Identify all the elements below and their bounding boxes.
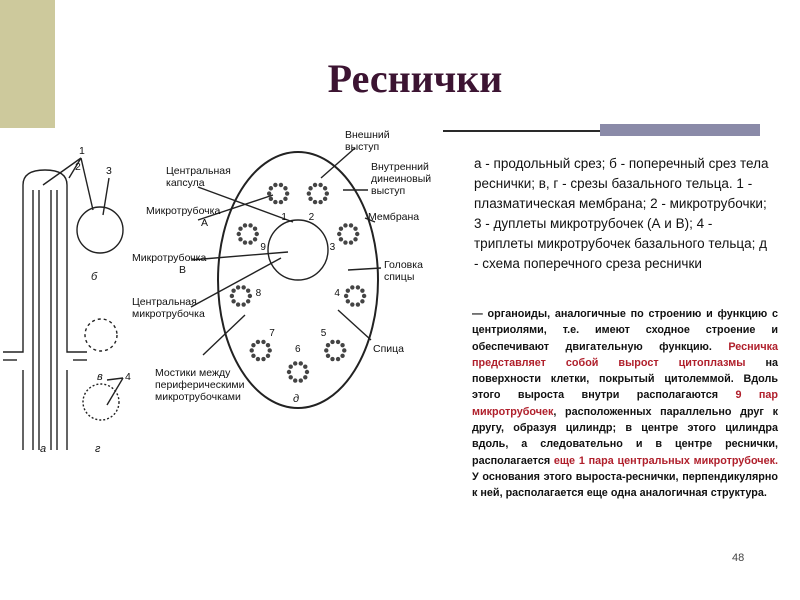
microtubule-dot bbox=[350, 285, 354, 289]
microtubule-dot bbox=[346, 288, 350, 292]
microtubule-dot bbox=[236, 285, 240, 289]
label-4: 4 bbox=[125, 371, 131, 383]
microtubule-dot bbox=[256, 357, 260, 361]
label-spoke-head-2: спицы bbox=[384, 271, 415, 283]
microtubule-dot bbox=[283, 186, 287, 190]
microtubule-dot bbox=[246, 288, 250, 292]
microtubule-dot bbox=[261, 340, 265, 344]
label-pointer bbox=[203, 315, 245, 355]
title-divider-accent bbox=[600, 124, 760, 136]
microtubule-dot bbox=[246, 299, 250, 303]
microtubule-dot bbox=[330, 357, 334, 361]
microtubule-dot bbox=[362, 294, 366, 298]
microtubule-dot bbox=[339, 227, 343, 231]
panel-label-a: а bbox=[40, 443, 47, 455]
cilia-figure bbox=[3, 130, 443, 460]
microtubule-dot bbox=[248, 240, 252, 244]
microtubule-dot bbox=[324, 348, 328, 352]
basal-section-g bbox=[83, 384, 119, 420]
microtubule-dot bbox=[289, 365, 293, 369]
label-spoke-head-1: Головка bbox=[384, 259, 423, 271]
body-segment: на поверхности клетки, покрытый цитолеммой. Вдоль этого выроста внутри располагаются bbox=[472, 356, 778, 402]
label-outer-arm-2: выступ bbox=[345, 141, 380, 153]
microtubule-dot bbox=[287, 370, 291, 374]
doublet-number: 3 bbox=[329, 242, 336, 253]
microtubule-dot bbox=[273, 183, 277, 187]
microtubule-dot bbox=[283, 197, 287, 201]
label-microtubule-b-1: Микротрубочка bbox=[132, 252, 207, 264]
microtubule-dot bbox=[340, 343, 344, 347]
microtubule-dot bbox=[330, 340, 334, 344]
label-central-capsule-2: капсула bbox=[166, 177, 205, 189]
doublet-number: 5 bbox=[320, 328, 327, 340]
microtubule-dot bbox=[323, 186, 327, 190]
decorative-side-bar bbox=[0, 0, 55, 128]
microtubule-dot bbox=[344, 294, 348, 298]
microtubule-dot bbox=[253, 227, 257, 231]
label-microtubule-a-1: Микротрубочка bbox=[146, 205, 221, 217]
microtubule-dot bbox=[255, 232, 259, 236]
slide-title: Реснички bbox=[327, 56, 503, 101]
body-segment: — органоиды, аналогичные по строению и функцию с центриолями, т.е. имеют сходное строение и обеспечивают двигательную функцию. bbox=[472, 308, 778, 353]
microtubule-dot bbox=[299, 378, 303, 382]
label-pointer bbox=[103, 178, 109, 215]
microtubule-dot bbox=[293, 361, 297, 365]
central-capsule bbox=[268, 220, 328, 280]
microtubule-dot bbox=[248, 294, 252, 298]
microtubule-dot bbox=[256, 340, 260, 344]
microtubule-dot bbox=[349, 240, 353, 244]
microtubule-dot bbox=[238, 237, 242, 241]
label-microtubule-b-2: В bbox=[179, 264, 187, 276]
microtubule-dot bbox=[250, 348, 254, 352]
microtubule-dot bbox=[349, 223, 353, 227]
microtubule-dot bbox=[273, 200, 277, 204]
microtubule-dot bbox=[326, 343, 330, 347]
label-1: 1 bbox=[79, 145, 85, 157]
microtubule-dot bbox=[243, 223, 247, 227]
label-outer-arm-1: Внешний bbox=[345, 130, 390, 141]
microtubule-dot bbox=[323, 197, 327, 201]
label-bridges-2: периферическими bbox=[155, 379, 245, 391]
microtubule-dot bbox=[251, 343, 255, 347]
microtubule-dot bbox=[360, 288, 364, 292]
microtubule-dot bbox=[289, 375, 293, 379]
microtubule-dot bbox=[342, 348, 346, 352]
microtubule-dot bbox=[318, 183, 322, 187]
cilium-outline bbox=[3, 170, 87, 352]
microtubule-dot bbox=[267, 191, 271, 195]
microtubule-dot bbox=[313, 183, 317, 187]
body-text bbox=[472, 306, 778, 502]
microtubule-dot bbox=[356, 285, 360, 289]
figure-caption: а - продольный срез; б - поперечный срез тела реснички; в, г - срезы базального тельца. 1 - плазматическая мембрана; 2 - микротрубочки; 3 - дуплеты микротрубочек (А и В); 4 - триплеты микротрубочек базального тельца; д - схема поперечного среза реснички bbox=[474, 156, 769, 271]
microtubule-dot bbox=[231, 288, 235, 292]
body-segment: , расположенных параллельно друг к другу, образуя цилиндр; в центре этого цилиндра вдоль, а следовательно и в центре реснички, располагается bbox=[472, 405, 778, 467]
label-central-micro-1: Центральная bbox=[132, 296, 197, 308]
label-microtubule-a-2: А bbox=[201, 217, 209, 229]
microtubule-dot bbox=[305, 370, 309, 374]
label-inner-arm-1: Внутренний bbox=[371, 161, 429, 173]
microtubule-dot bbox=[293, 378, 297, 382]
microtubule-dot bbox=[236, 302, 240, 306]
cross-section-b bbox=[77, 207, 123, 253]
microtubule-dot bbox=[337, 232, 341, 236]
microtubule-dot bbox=[243, 240, 247, 244]
panel-label-v: в bbox=[97, 371, 103, 383]
microtubule-dot bbox=[268, 348, 272, 352]
microtubule-dot bbox=[355, 232, 359, 236]
label-bridges-1: Мостики между bbox=[155, 367, 231, 379]
panel-label-g: г bbox=[95, 443, 101, 455]
doublet-number: 8 bbox=[255, 287, 262, 299]
microtubule-dot bbox=[303, 375, 307, 379]
microtubule-dot bbox=[266, 354, 270, 358]
label-spoke: Спица bbox=[373, 343, 404, 355]
panel-label-b: б bbox=[91, 271, 98, 283]
doublet-number: 2 bbox=[308, 212, 315, 224]
microtubule-dot bbox=[353, 237, 357, 241]
label-central-micro-2: микротрубочка bbox=[132, 308, 205, 320]
microtubule-dot bbox=[313, 200, 317, 204]
doublet-number: 1 bbox=[281, 212, 287, 224]
microtubule-dot bbox=[248, 223, 252, 227]
microtubule-dot bbox=[339, 237, 343, 241]
microtubule-dot bbox=[303, 365, 307, 369]
cilia-diagram bbox=[3, 130, 443, 460]
microtubule-dot bbox=[336, 357, 340, 361]
label-pointer bbox=[81, 158, 93, 210]
microtubule-dot bbox=[237, 232, 241, 236]
basal-section-v bbox=[85, 319, 117, 351]
page-number: 48 bbox=[732, 552, 745, 564]
label-membrane: Мембрана bbox=[368, 211, 420, 223]
body-segment: У основания этого выроста-реснички, перпендикулярно к ней, располагается еще одна аналогичная структура. bbox=[472, 470, 778, 500]
microtubule-dot bbox=[231, 299, 235, 303]
label-inner-arm-2: динеиновый bbox=[371, 173, 432, 185]
microtubule-dot bbox=[241, 302, 245, 306]
doublet-number: 6 bbox=[295, 344, 301, 355]
microtubule-dot bbox=[325, 191, 329, 195]
microtubule-dot bbox=[238, 227, 242, 231]
microtubule-dot bbox=[308, 197, 312, 201]
microtubule-dot bbox=[343, 223, 347, 227]
microtubule-dot bbox=[269, 186, 273, 190]
microtubule-dot bbox=[279, 183, 283, 187]
microtubule-dot bbox=[279, 200, 283, 204]
body-highlight: 9 пар микротрубочек bbox=[472, 389, 778, 418]
microtubule-dot bbox=[269, 197, 273, 201]
microtubule-dot bbox=[308, 186, 312, 190]
microtubule-dot bbox=[318, 200, 322, 204]
microtubule-dot bbox=[350, 302, 354, 306]
doublet-numbers bbox=[256, 212, 341, 355]
label-inner-arm-3: выступ bbox=[371, 185, 406, 197]
microtubule-dot bbox=[307, 191, 311, 195]
label-central-capsule-1: Центральная bbox=[166, 165, 231, 177]
microtubule-dot bbox=[285, 191, 289, 195]
microtubule-dot bbox=[360, 299, 364, 303]
label-pointer bbox=[191, 258, 281, 307]
label-3: 3 bbox=[106, 165, 112, 177]
microtubule-dot bbox=[241, 285, 245, 289]
panel-label-d: д bbox=[293, 393, 300, 405]
label-pointer bbox=[338, 310, 371, 340]
microtubule-dot bbox=[356, 302, 360, 306]
body-highlight: еще 1 пара центральных микротрубочек. bbox=[553, 454, 778, 467]
microtubule-dot bbox=[299, 361, 303, 365]
microtubule-dot bbox=[336, 340, 340, 344]
microtubule-dot bbox=[266, 343, 270, 347]
body-highlight: Ресничка представляет собой вырост цитоплазмы bbox=[472, 340, 778, 369]
microtubule-dot bbox=[343, 240, 347, 244]
label-2: 2 bbox=[75, 161, 81, 173]
microtubule-dot bbox=[326, 354, 330, 358]
microtubule-dot bbox=[261, 357, 265, 361]
microtubule-dot bbox=[253, 237, 257, 241]
microtubule-dot bbox=[353, 227, 357, 231]
label-pointer bbox=[107, 378, 123, 380]
doublet-number: 7 bbox=[269, 328, 275, 340]
microtubule-dot bbox=[346, 299, 350, 303]
doublet-number: 4 bbox=[334, 287, 340, 299]
label-pointer bbox=[348, 268, 381, 270]
microtubule-dot bbox=[230, 294, 234, 298]
label-bridges-3: микротрубочками bbox=[155, 391, 241, 403]
doublet-number: 9 bbox=[260, 242, 266, 253]
microtubule-dot bbox=[251, 354, 255, 358]
microtubule-dot bbox=[340, 354, 344, 358]
